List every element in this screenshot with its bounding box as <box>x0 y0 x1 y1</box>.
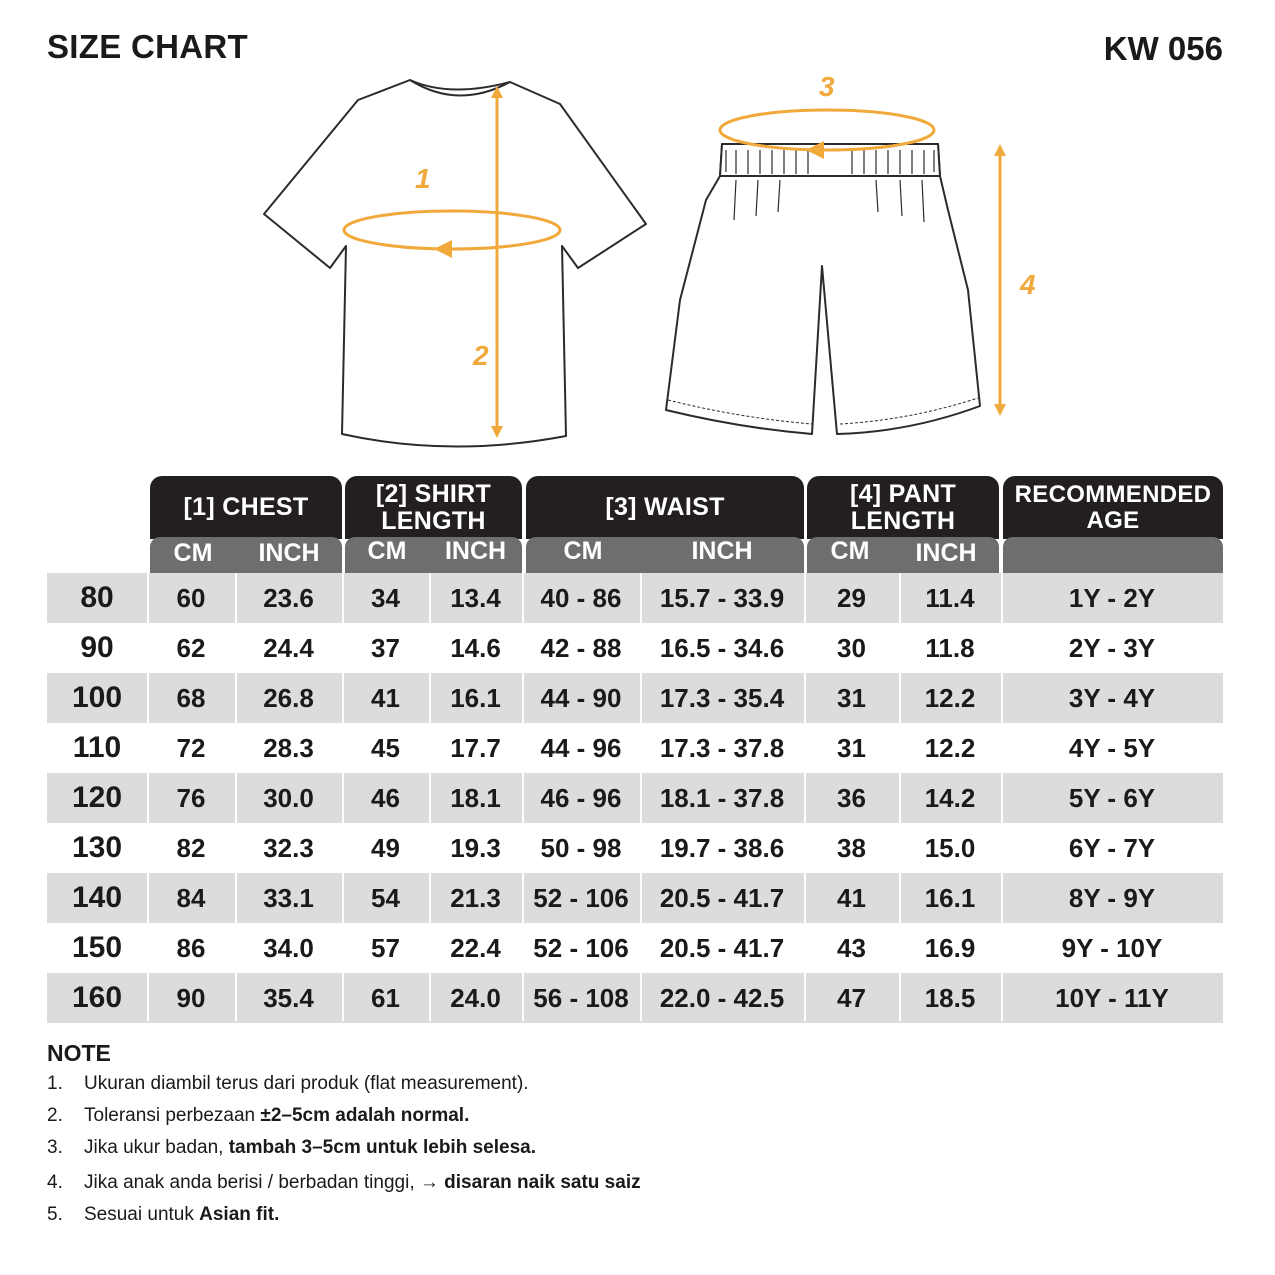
cell-chest-cm: 60 <box>176 582 206 613</box>
cell-size: 150 <box>71 931 123 964</box>
cell-shirt-cm: 46 <box>371 782 400 813</box>
unit-inch: INCH <box>691 537 753 565</box>
unit-inch: INCH <box>915 539 977 567</box>
cell-chest-in: 32.3 <box>263 832 314 863</box>
header-shirt-length <box>345 476 522 539</box>
cell-shirt-in: 14.6 <box>450 632 501 663</box>
table-row <box>47 573 1223 623</box>
note-item <box>47 1137 536 1159</box>
unit-cm: CM <box>367 537 407 565</box>
table-row <box>47 973 1223 1023</box>
cell-shirt-in: 19.3 <box>450 832 501 863</box>
cell-shirt-in: 18.1 <box>450 782 501 813</box>
subheader-pant <box>807 537 999 573</box>
cell-waist-cm: 52 - 106 <box>533 882 629 913</box>
subheader-age <box>1003 537 1223 573</box>
cell-chest-in: 34.0 <box>263 932 314 963</box>
subheader-chest <box>150 537 342 573</box>
cell-waist-in: 20.5 - 41.7 <box>659 882 785 913</box>
note-text: Jika ukur badan, <box>84 1137 229 1158</box>
cell-chest-in: 30.0 <box>263 782 314 813</box>
cell-waist-cm: 44 - 90 <box>540 682 622 713</box>
column-divider <box>147 573 149 1021</box>
header-waist-label: [3] WAIST <box>605 493 725 522</box>
notes-title: NOTE <box>47 1040 111 1066</box>
cell-pant-cm: 43 <box>837 932 866 963</box>
note-bold-text: Asian fit. <box>199 1204 280 1225</box>
header-shirt-line1: [2] SHIRT <box>375 480 492 509</box>
cell-pant-cm: 31 <box>837 732 866 763</box>
cell-shirt-in: 16.1 <box>450 682 501 713</box>
cell-waist-cm: 44 - 96 <box>540 732 622 763</box>
product-code: KW 056 <box>1103 30 1223 67</box>
header-chest-label: [1] CHEST <box>183 493 309 522</box>
note-item <box>47 1105 469 1127</box>
unit-inch: INCH <box>258 539 320 567</box>
unit-cm: CM <box>830 537 870 565</box>
header-waist <box>526 476 804 539</box>
table-row <box>47 623 1223 673</box>
cell-shirt-cm: 54 <box>371 882 400 913</box>
subheader-shirt <box>345 537 522 573</box>
cell-shirt-cm: 49 <box>371 832 400 863</box>
cell-chest-in: 35.4 <box>263 982 314 1013</box>
cell-waist-cm: 56 - 108 <box>533 982 629 1013</box>
cell-shirt-cm: 57 <box>371 932 400 963</box>
cell-shirt-cm: 45 <box>371 732 400 763</box>
column-divider <box>640 573 642 1021</box>
cell-pant-in: 18.5 <box>924 982 976 1013</box>
cell-age: 2Y - 3Y <box>1068 632 1156 663</box>
note-text: Jika anak anda berisi / berbadan tinggi, → <box>84 1172 445 1193</box>
table-row <box>47 923 1223 973</box>
cell-age: 6Y - 7Y <box>1068 832 1156 863</box>
cell-size: 120 <box>71 781 123 814</box>
column-divider <box>235 573 237 1021</box>
cell-size: 80 <box>80 581 114 614</box>
cell-waist-in: 16.5 - 34.6 <box>659 632 785 663</box>
cell-pant-in: 15.0 <box>924 832 976 863</box>
label-3: 3 <box>819 71 835 102</box>
cell-pant-cm: 38 <box>837 832 866 863</box>
cell-shirt-cm: 37 <box>371 632 400 663</box>
note-bold-text: disaran naik satu saiz <box>444 1172 641 1193</box>
cell-shirt-in: 24.0 <box>450 982 501 1013</box>
garment-illustration <box>0 0 1275 470</box>
note-number: 2. <box>47 1105 63 1126</box>
cell-shirt-cm: 41 <box>371 682 400 713</box>
cell-pant-in: 16.9 <box>924 932 976 963</box>
note-number: 1. <box>47 1073 63 1094</box>
note-item <box>47 1204 279 1226</box>
note-text: Sesuai untuk <box>84 1204 200 1225</box>
cell-chest-in: 26.8 <box>263 682 314 713</box>
cell-pant-cm: 29 <box>837 582 866 613</box>
cell-pant-cm: 47 <box>837 982 866 1013</box>
table-row <box>47 873 1223 923</box>
header-chest <box>150 476 342 539</box>
header-recommended-age <box>1003 476 1223 539</box>
note-number: 4. <box>47 1172 63 1193</box>
cell-chest-in: 33.1 <box>263 882 314 913</box>
cell-pant-in: 16.1 <box>924 882 976 913</box>
header-pant-line2: LENGTH <box>850 506 956 535</box>
column-divider <box>522 573 524 1021</box>
tshirt-outline <box>264 80 646 447</box>
note-text: Ukuran diambil terus dari produk (flat measurement). <box>84 1073 529 1094</box>
cell-shirt-cm: 34 <box>371 582 400 613</box>
cell-waist-cm: 50 - 98 <box>540 832 622 863</box>
cell-shirt-in: 17.7 <box>450 732 501 763</box>
label-2: 2 <box>473 340 489 371</box>
table-row <box>47 673 1223 723</box>
cell-pant-in: 14.2 <box>924 782 976 813</box>
cell-age: 4Y - 5Y <box>1068 732 1156 763</box>
cell-size: 90 <box>80 631 114 664</box>
shorts-outline <box>666 144 980 434</box>
note-number: 3. <box>47 1137 63 1158</box>
header-age-line1: RECOMMENDED <box>1014 481 1212 509</box>
cell-age: 1Y - 2Y <box>1068 582 1156 613</box>
column-divider <box>804 573 806 1021</box>
column-divider <box>342 573 344 1021</box>
cell-pant-in: 12.2 <box>924 732 976 763</box>
cell-chest-cm: 82 <box>176 832 206 863</box>
cell-age: 3Y - 4Y <box>1068 682 1156 713</box>
cell-waist-in: 17.3 - 37.8 <box>659 732 785 763</box>
cell-pant-cm: 31 <box>837 682 866 713</box>
page-title: SIZE CHART <box>47 28 248 65</box>
cell-waist-cm: 40 - 86 <box>540 582 622 613</box>
label-4: 4 <box>1020 269 1036 300</box>
cell-shirt-in: 21.3 <box>450 882 501 913</box>
cell-size: 140 <box>71 881 123 914</box>
cell-size: 110 <box>72 731 122 764</box>
cell-shirt-in: 22.4 <box>450 932 501 963</box>
column-divider <box>429 573 431 1021</box>
cell-age: 9Y - 10Y <box>1061 932 1163 963</box>
column-divider <box>899 573 901 1021</box>
subheader-waist <box>526 537 804 573</box>
header-shirt-line2: LENGTH <box>381 506 486 535</box>
cell-pant-cm: 30 <box>837 632 866 663</box>
cell-pant-in: 12.2 <box>924 682 976 713</box>
cell-shirt-cm: 61 <box>371 982 400 1013</box>
cell-waist-cm: 42 - 88 <box>540 632 622 663</box>
cell-waist-cm: 46 - 96 <box>540 782 622 813</box>
cell-waist-in: 22.0 - 42.5 <box>659 982 785 1013</box>
cell-age: 5Y - 6Y <box>1068 782 1156 813</box>
note-bold-text: ±2–5cm adalah normal. <box>260 1105 470 1126</box>
table-row <box>47 823 1223 873</box>
note-bold-text: tambah 3–5cm untuk lebih selesa. <box>228 1137 536 1158</box>
table-row <box>47 773 1223 823</box>
unit-inch: INCH <box>444 537 507 565</box>
cell-size: 130 <box>71 831 123 864</box>
table-row <box>47 723 1223 773</box>
header-pant-line1: [4] PANT <box>849 480 957 509</box>
cell-chest-cm: 76 <box>176 782 206 813</box>
header-pant-length <box>807 476 999 539</box>
cell-size: 100 <box>71 681 123 714</box>
cell-shirt-in: 13.4 <box>450 582 501 613</box>
cell-pant-cm: 36 <box>837 782 866 813</box>
header-age-line2: AGE <box>1086 506 1140 534</box>
cell-chest-cm: 84 <box>176 882 206 913</box>
cell-chest-in: 24.4 <box>263 632 314 663</box>
cell-pant-in: 11.4 <box>925 582 975 613</box>
note-number: 5. <box>47 1204 63 1225</box>
cell-age: 10Y - 11Y <box>1055 982 1169 1013</box>
unit-cm: CM <box>563 537 603 565</box>
cell-waist-in: 19.7 - 38.6 <box>659 832 785 863</box>
note-item <box>47 1172 641 1194</box>
cell-chest-cm: 62 <box>176 632 206 663</box>
cell-size: 160 <box>71 981 123 1014</box>
cell-pant-cm: 41 <box>837 882 866 913</box>
note-item <box>47 1073 529 1095</box>
cell-chest-in: 23.6 <box>263 582 314 613</box>
cell-waist-cm: 52 - 106 <box>533 932 629 963</box>
unit-cm: CM <box>173 539 213 567</box>
label-1: 1 <box>415 163 431 194</box>
cell-waist-in: 17.3 - 35.4 <box>659 682 785 713</box>
column-divider <box>1001 573 1003 1021</box>
cell-waist-in: 15.7 - 33.9 <box>659 582 785 613</box>
cell-age: 8Y - 9Y <box>1068 882 1156 913</box>
cell-chest-in: 28.3 <box>263 732 314 763</box>
cell-chest-cm: 86 <box>176 932 206 963</box>
cell-chest-cm: 90 <box>176 982 206 1013</box>
cell-chest-cm: 72 <box>176 732 206 763</box>
cell-pant-in: 11.8 <box>925 632 975 663</box>
note-text: Toleransi perbezaan <box>84 1105 261 1126</box>
cell-chest-cm: 68 <box>176 682 206 713</box>
cell-waist-in: 20.5 - 41.7 <box>659 932 785 963</box>
cell-waist-in: 18.1 - 37.8 <box>659 782 785 813</box>
